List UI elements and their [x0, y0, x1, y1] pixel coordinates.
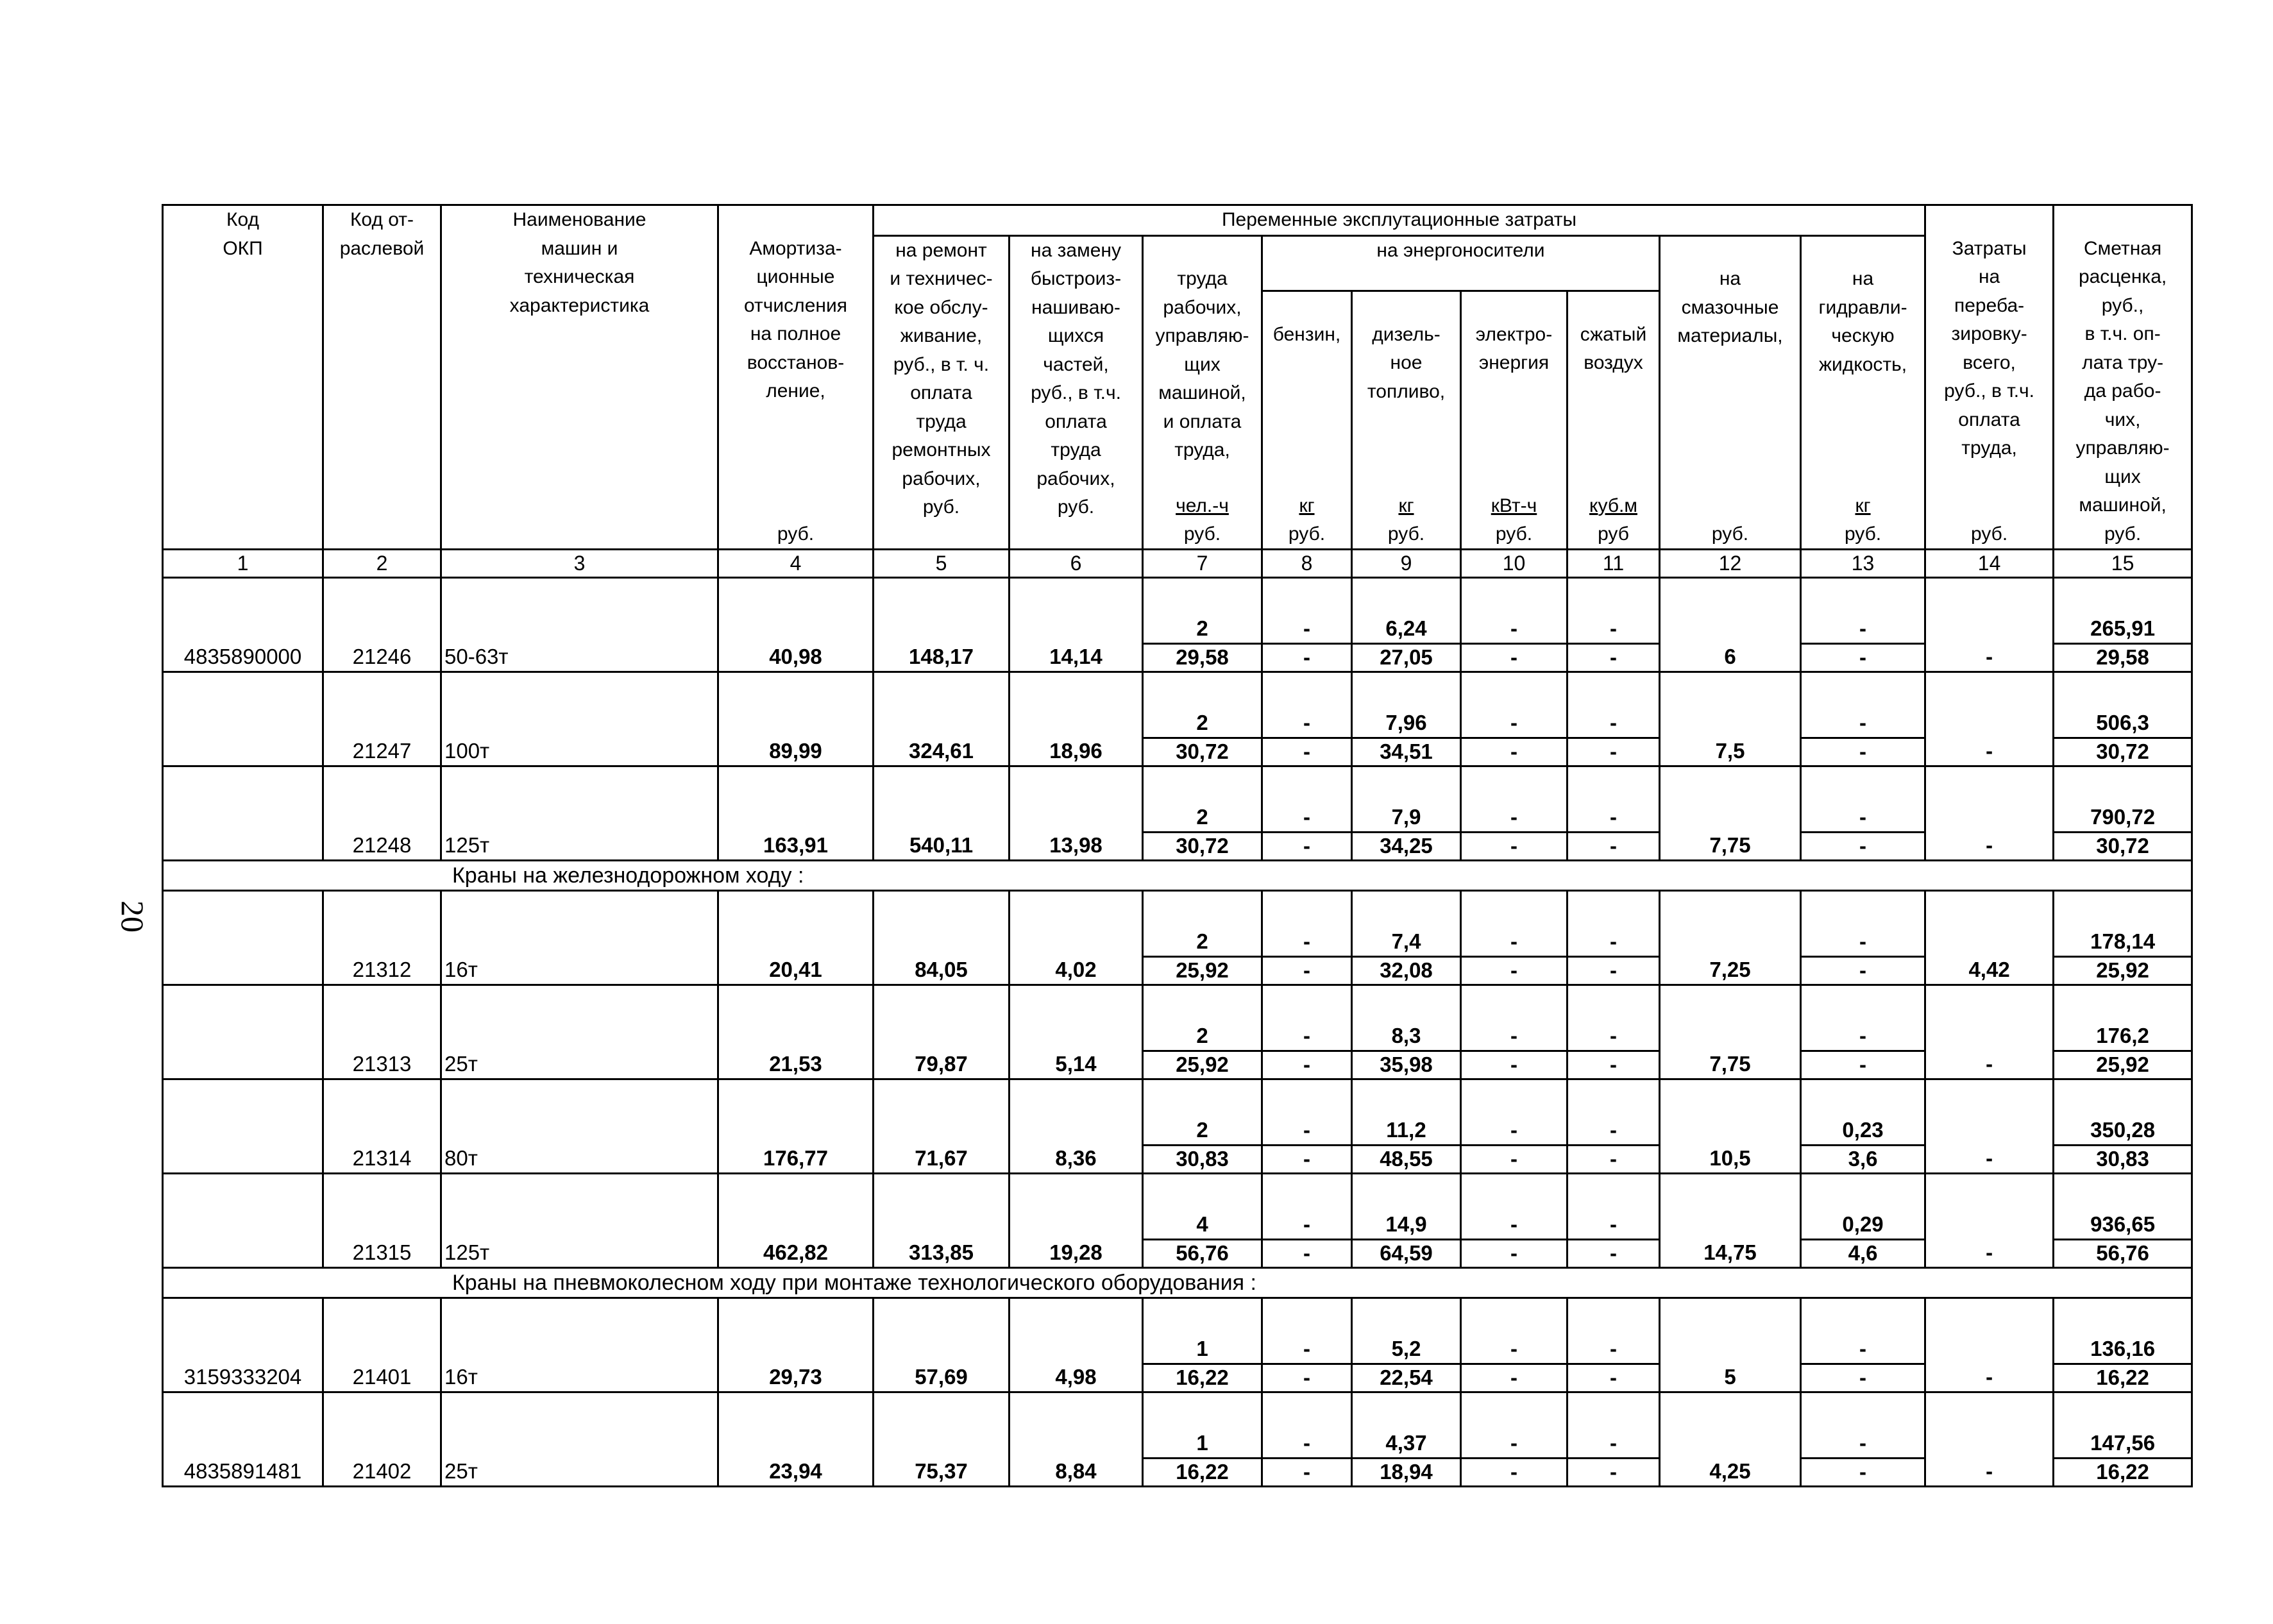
branch-code: 21402: [323, 1392, 441, 1487]
electricity-rub: -: [1461, 833, 1567, 861]
labor-hours: 1: [1143, 1298, 1262, 1364]
rebasing-value: -: [1925, 766, 2054, 861]
header-variable-costs: Переменные эксплутационные затраты: [874, 205, 1925, 236]
parts-value: 4,02: [1010, 891, 1143, 985]
estimate-total: 506,3: [2054, 672, 2192, 738]
header-lubricants: на смазочные материалы, руб.: [1660, 235, 1801, 550]
labor-hours: 2: [1143, 766, 1262, 833]
diesel-rub: 35,98: [1352, 1051, 1461, 1079]
estimate-total: 350,28: [2054, 1079, 2192, 1146]
table-row: [163, 672, 2192, 738]
petrol-rub: -: [1262, 1146, 1352, 1174]
okp-code: [163, 985, 323, 1079]
labor-hours: 2: [1143, 672, 1262, 738]
header-hydraulic-unit-kg: кг: [1855, 495, 1871, 516]
machine-name: 16т: [441, 1298, 718, 1392]
hydraulic-rub: 3,6: [1801, 1146, 1925, 1174]
hydraulic-rub: -: [1801, 833, 1925, 861]
column-number: 7: [1143, 550, 1262, 578]
branch-code: 21247: [323, 672, 441, 766]
air-m3: -: [1567, 766, 1660, 833]
header-repair: на ремонт и техничес- кое обслу- живание, руб., в т. ч. оплата труда ремонтных рабочих, руб.: [874, 235, 1010, 550]
branch-code: 21312: [323, 891, 441, 985]
header-petrol: бензин, кг руб.: [1262, 291, 1352, 550]
parts-value: 8,36: [1010, 1079, 1143, 1174]
petrol-kg: -: [1262, 985, 1352, 1051]
estimate-labor: 25,92: [2054, 1051, 2192, 1079]
header-amortization: Амортиза- ционные отчисления на полное восстанов- ление, руб.: [718, 205, 874, 550]
labor-rub: 29,58: [1143, 644, 1262, 672]
estimate-labor: 30,72: [2054, 738, 2192, 766]
column-number: 13: [1801, 550, 1925, 578]
electricity-kwh: -: [1461, 672, 1567, 738]
electricity-kwh: -: [1461, 1174, 1567, 1240]
table-header: [163, 205, 2192, 550]
repair-value: 540,11: [874, 766, 1010, 861]
amortization-value: 40,98: [718, 578, 874, 672]
okp-code: 4835891481: [163, 1392, 323, 1487]
labor-rub: 30,72: [1143, 833, 1262, 861]
table-row: [163, 578, 2192, 644]
hydraulic-rub: -: [1801, 738, 1925, 766]
okp-code: 4835890000: [163, 578, 323, 672]
rebasing-value: -: [1925, 1174, 2054, 1268]
petrol-rub: -: [1262, 1240, 1352, 1268]
header-hydraulic-unit-rub: руб.: [1844, 523, 1882, 545]
labor-hours: 2: [1143, 578, 1262, 644]
machine-name: 25т: [441, 1392, 718, 1487]
parts-value: 4,98: [1010, 1298, 1143, 1392]
diesel-rub: 34,51: [1352, 738, 1461, 766]
electricity-kwh: -: [1461, 985, 1567, 1051]
amortization-value: 89,99: [718, 672, 874, 766]
header-air: сжатый воздух куб.м руб: [1567, 291, 1660, 550]
hydraulic-rub: -: [1801, 957, 1925, 985]
machine-name: 25т: [441, 985, 718, 1079]
petrol-kg: -: [1262, 1079, 1352, 1146]
estimate-labor: 30,83: [2054, 1146, 2192, 1174]
air-m3: -: [1567, 891, 1660, 957]
hydraulic-rub: -: [1801, 1364, 1925, 1392]
column-number: 9: [1352, 550, 1461, 578]
header-diesel: дизель- ное топливо, кг руб.: [1352, 291, 1461, 550]
section-title: Краны на железнодорожном ходу :: [163, 861, 2192, 891]
diesel-rub: 22,54: [1352, 1364, 1461, 1392]
petrol-kg: -: [1262, 672, 1352, 738]
machine-name: 16т: [441, 891, 718, 985]
column-number: 3: [441, 550, 718, 578]
branch-code: 21314: [323, 1079, 441, 1174]
repair-value: 75,37: [874, 1392, 1010, 1487]
lubricants-value: 7,5: [1660, 672, 1801, 766]
header-air-unit-rub: руб: [1598, 523, 1629, 545]
page-number: 20: [115, 901, 151, 933]
rebasing-value: -: [1925, 1392, 2054, 1487]
header-diesel-unit-kg: кг: [1398, 495, 1414, 516]
diesel-kg: 11,2: [1352, 1079, 1461, 1146]
hydraulic-rub: -: [1801, 1459, 1925, 1487]
column-number: 5: [874, 550, 1010, 578]
okp-code: [163, 672, 323, 766]
column-number: 6: [1010, 550, 1143, 578]
petrol-kg: -: [1262, 1392, 1352, 1459]
machine-name: 50-63т: [441, 578, 718, 672]
hydraulic-rub: -: [1801, 1051, 1925, 1079]
hydraulic-kg: -: [1801, 1298, 1925, 1364]
okp-code: [163, 891, 323, 985]
column-number: 1: [163, 550, 323, 578]
labor-rub: 25,92: [1143, 957, 1262, 985]
repair-value: 313,85: [874, 1174, 1010, 1268]
header-okp: Код ОКП: [163, 205, 323, 550]
machine-name: 80т: [441, 1079, 718, 1174]
air-m3: -: [1567, 1298, 1660, 1364]
diesel-rub: 32,08: [1352, 957, 1461, 985]
header-machine-name: Наименование машин и техническая характеристика: [441, 205, 718, 550]
estimate-labor: 16,22: [2054, 1364, 2192, 1392]
lubricants-value: 6: [1660, 578, 1801, 672]
header-electricity-unit-kwh: кВт-ч: [1491, 495, 1537, 516]
petrol-rub: -: [1262, 1459, 1352, 1487]
header-electricity-unit-rub: руб.: [1495, 523, 1533, 545]
lubricants-value: 5: [1660, 1298, 1801, 1392]
column-number: 14: [1925, 550, 2054, 578]
electricity-kwh: -: [1461, 1079, 1567, 1146]
air-m3: -: [1567, 672, 1660, 738]
lubricants-value: 7,75: [1660, 985, 1801, 1079]
repair-value: 79,87: [874, 985, 1010, 1079]
header-energy: на энергоносители: [1262, 235, 1660, 291]
machine-name: 100т: [441, 672, 718, 766]
diesel-kg: 7,4: [1352, 891, 1461, 957]
machine-name: 125т: [441, 766, 718, 861]
lubricants-value: 14,75: [1660, 1174, 1801, 1268]
labor-rub: 25,92: [1143, 1051, 1262, 1079]
estimate-labor: 25,92: [2054, 957, 2192, 985]
header-petrol-unit-kg: кг: [1299, 495, 1315, 516]
okp-code: [163, 1079, 323, 1174]
hydraulic-kg: 0,23: [1801, 1079, 1925, 1146]
branch-code: 21246: [323, 578, 441, 672]
air-rub: -: [1567, 1459, 1660, 1487]
header-estimate: Сметная расценка, руб., в т.ч. оп- лата тру- да рабо- чих, управляю- щих машиной, руб.: [2054, 205, 2192, 550]
parts-value: 19,28: [1010, 1174, 1143, 1268]
header-petrol-unit-rub: руб.: [1288, 523, 1326, 545]
estimate-total: 136,16: [2054, 1298, 2192, 1364]
parts-value: 18,96: [1010, 672, 1143, 766]
parts-value: 8,84: [1010, 1392, 1143, 1487]
labor-hours: 1: [1143, 1392, 1262, 1459]
rebasing-value: -: [1925, 672, 2054, 766]
amortization-value: 23,94: [718, 1392, 874, 1487]
petrol-rub: -: [1262, 957, 1352, 985]
air-rub: -: [1567, 957, 1660, 985]
diesel-kg: 4,37: [1352, 1392, 1461, 1459]
column-number: 15: [2054, 550, 2192, 578]
estimate-labor: 30,72: [2054, 833, 2192, 861]
electricity-rub: -: [1461, 1051, 1567, 1079]
hydraulic-kg: -: [1801, 1392, 1925, 1459]
okp-code: [163, 766, 323, 861]
branch-code: 21401: [323, 1298, 441, 1392]
branch-code: 21248: [323, 766, 441, 861]
air-rub: -: [1567, 1051, 1660, 1079]
diesel-kg: 5,2: [1352, 1298, 1461, 1364]
electricity-rub: -: [1461, 1364, 1567, 1392]
table-row: [163, 985, 2192, 1051]
labor-rub: 16,22: [1143, 1459, 1262, 1487]
petrol-rub: -: [1262, 1051, 1352, 1079]
air-rub: -: [1567, 644, 1660, 672]
estimate-total: 176,2: [2054, 985, 2192, 1051]
petrol-kg: -: [1262, 1174, 1352, 1240]
air-rub: -: [1567, 1146, 1660, 1174]
header-estimate-unit: руб.: [2104, 523, 2142, 545]
table-row: [163, 891, 2192, 957]
estimate-labor: 56,76: [2054, 1240, 2192, 1268]
header-rebasing: Затраты на переба- зировку- всего, руб., в т.ч. оплата труда, руб.: [1925, 205, 2054, 550]
lubricants-value: 10,5: [1660, 1079, 1801, 1174]
petrol-kg: -: [1262, 578, 1352, 644]
header-hydraulic: на гидравли- ческую жидкость, кг руб.: [1801, 235, 1925, 550]
table-row: [163, 1079, 2192, 1146]
petrol-kg: -: [1262, 1298, 1352, 1364]
column-number: 11: [1567, 550, 1660, 578]
header-branch-code: Код от- раслевой: [323, 205, 441, 550]
header-labor: труда рабочих, управляю- щих машиной, и оплата труда, чел.-ч руб.: [1143, 235, 1262, 550]
hydraulic-rub: -: [1801, 644, 1925, 672]
lubricants-value: 4,25: [1660, 1392, 1801, 1487]
hydraulic-kg: -: [1801, 985, 1925, 1051]
diesel-kg: 7,9: [1352, 766, 1461, 833]
electricity-rub: -: [1461, 1459, 1567, 1487]
hydraulic-kg: 0,29: [1801, 1174, 1925, 1240]
parts-value: 13,98: [1010, 766, 1143, 861]
header-labor-unit-rub: руб.: [1183, 523, 1221, 545]
repair-value: 71,67: [874, 1079, 1010, 1174]
diesel-kg: 6,24: [1352, 578, 1461, 644]
hydraulic-kg: -: [1801, 891, 1925, 957]
petrol-rub: -: [1262, 1364, 1352, 1392]
column-number: 2: [323, 550, 441, 578]
diesel-rub: 48,55: [1352, 1146, 1461, 1174]
column-numbers: [163, 550, 2192, 578]
amortization-value: 21,53: [718, 985, 874, 1079]
table-row: [163, 1174, 2192, 1240]
petrol-rub: -: [1262, 833, 1352, 861]
amortization-value: 176,77: [718, 1079, 874, 1174]
air-rub: -: [1567, 1240, 1660, 1268]
rebasing-value: -: [1925, 1079, 2054, 1174]
petrol-kg: -: [1262, 766, 1352, 833]
cost-table: [162, 204, 2193, 1487]
okp-code: 3159333204: [163, 1298, 323, 1392]
rebasing-value: -: [1925, 985, 2054, 1079]
lubricants-value: 7,25: [1660, 891, 1801, 985]
repair-value: 324,61: [874, 672, 1010, 766]
table-row: [163, 766, 2192, 833]
column-number: 4: [718, 550, 874, 578]
electricity-rub: -: [1461, 957, 1567, 985]
labor-hours: 4: [1143, 1174, 1262, 1240]
air-rub: -: [1567, 738, 1660, 766]
header-air-unit-m3: куб.м: [1589, 495, 1637, 516]
header-labor-unit-hours: чел.-ч: [1176, 495, 1229, 516]
repair-value: 57,69: [874, 1298, 1010, 1392]
electricity-rub: -: [1461, 738, 1567, 766]
repair-value: 84,05: [874, 891, 1010, 985]
table-row: [163, 1298, 2192, 1364]
air-m3: -: [1567, 578, 1660, 644]
lubricants-value: 7,75: [1660, 766, 1801, 861]
branch-code: 21315: [323, 1174, 441, 1268]
table-row: [163, 1392, 2192, 1459]
rebasing-value: -: [1925, 578, 2054, 672]
labor-rub: 16,22: [1143, 1364, 1262, 1392]
machine-name: 125т: [441, 1174, 718, 1268]
estimate-total: 790,72: [2054, 766, 2192, 833]
repair-value: 148,17: [874, 578, 1010, 672]
electricity-rub: -: [1461, 1240, 1567, 1268]
section-title: Краны на пневмоколесном ходу при монтаже технологического оборудования :: [163, 1268, 2192, 1298]
diesel-rub: 64,59: [1352, 1240, 1461, 1268]
estimate-total: 936,65: [2054, 1174, 2192, 1240]
parts-value: 14,14: [1010, 578, 1143, 672]
hydraulic-kg: -: [1801, 766, 1925, 833]
hydraulic-kg: -: [1801, 672, 1925, 738]
air-m3: -: [1567, 1079, 1660, 1146]
header-lubricants-unit: руб.: [1711, 523, 1749, 545]
header-parts: на замену быстроиз- нашиваю- щихся частей, руб., в т.ч. оплата труда рабочих, руб.: [1010, 235, 1143, 550]
column-number: 12: [1660, 550, 1801, 578]
labor-hours: 2: [1143, 985, 1262, 1051]
electricity-rub: -: [1461, 1146, 1567, 1174]
estimate-labor: 16,22: [2054, 1459, 2192, 1487]
diesel-rub: 34,25: [1352, 833, 1461, 861]
electricity-kwh: -: [1461, 1392, 1567, 1459]
amortization-value: 462,82: [718, 1174, 874, 1268]
electricity-kwh: -: [1461, 891, 1567, 957]
petrol-kg: -: [1262, 891, 1352, 957]
estimate-total: 147,56: [2054, 1392, 2192, 1459]
estimate-total: 178,14: [2054, 891, 2192, 957]
amortization-value: 29,73: [718, 1298, 874, 1392]
header-amortization-unit: руб.: [777, 523, 815, 545]
electricity-kwh: -: [1461, 1298, 1567, 1364]
petrol-rub: -: [1262, 644, 1352, 672]
estimate-labor: 29,58: [2054, 644, 2192, 672]
column-number: 10: [1461, 550, 1567, 578]
rebasing-value: -: [1925, 1298, 2054, 1392]
air-m3: -: [1567, 1174, 1660, 1240]
amortization-value: 20,41: [718, 891, 874, 985]
diesel-kg: 14,9: [1352, 1174, 1461, 1240]
hydraulic-rub: 4,6: [1801, 1240, 1925, 1268]
electricity-rub: -: [1461, 644, 1567, 672]
diesel-kg: 7,96: [1352, 672, 1461, 738]
labor-rub: 30,83: [1143, 1146, 1262, 1174]
diesel-rub: 18,94: [1352, 1459, 1461, 1487]
header-rebasing-unit: руб.: [1970, 523, 2008, 545]
electricity-kwh: -: [1461, 766, 1567, 833]
parts-value: 5,14: [1010, 985, 1143, 1079]
air-rub: -: [1567, 833, 1660, 861]
rebasing-value: 4,42: [1925, 891, 2054, 985]
air-m3: -: [1567, 1392, 1660, 1459]
labor-rub: 30,72: [1143, 738, 1262, 766]
header-electricity: электро- энергия кВт-ч руб.: [1461, 291, 1567, 550]
okp-code: [163, 1174, 323, 1268]
electricity-kwh: -: [1461, 578, 1567, 644]
branch-code: 21313: [323, 985, 441, 1079]
header-diesel-unit-rub: руб.: [1387, 523, 1425, 545]
diesel-rub: 27,05: [1352, 644, 1461, 672]
hydraulic-kg: -: [1801, 578, 1925, 644]
air-rub: -: [1567, 1364, 1660, 1392]
labor-hours: 2: [1143, 1079, 1262, 1146]
column-number: 8: [1262, 550, 1352, 578]
labor-rub: 56,76: [1143, 1240, 1262, 1268]
table-body: [163, 578, 2192, 1487]
estimate-total: 265,91: [2054, 578, 2192, 644]
labor-hours: 2: [1143, 891, 1262, 957]
petrol-rub: -: [1262, 738, 1352, 766]
air-m3: -: [1567, 985, 1660, 1051]
diesel-kg: 8,3: [1352, 985, 1461, 1051]
amortization-value: 163,91: [718, 766, 874, 861]
